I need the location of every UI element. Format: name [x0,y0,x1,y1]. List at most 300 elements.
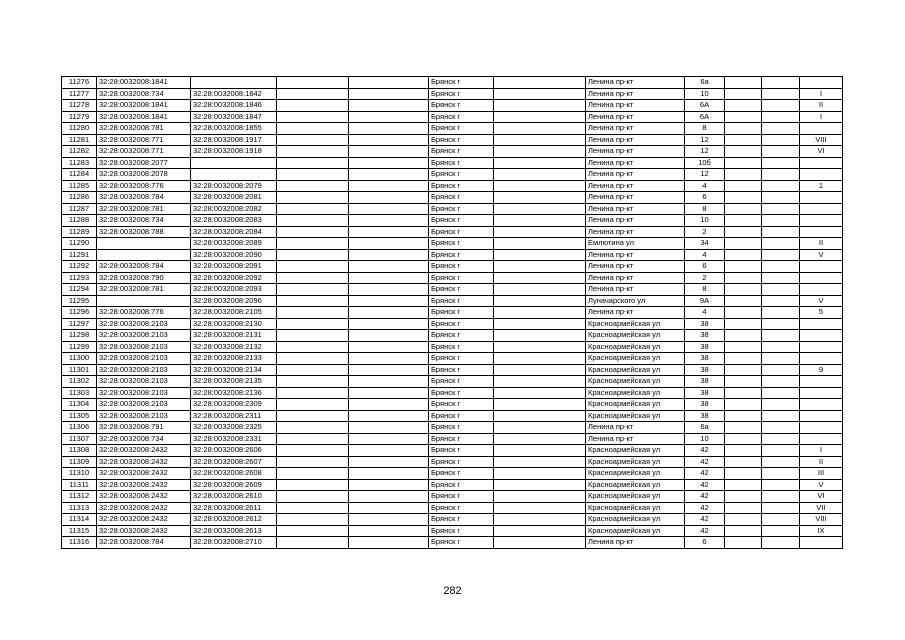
col-11-cell [762,330,800,342]
cadastral-number-cell: 32:28:0032008:784 [97,192,191,204]
object-cadastral-number-cell: 32:28:0032008:2093 [191,284,277,296]
street-cell: Красноармейская ул [586,387,685,399]
street-cell: Ленина пр-кт [586,146,685,158]
cadastral-number-cell: 32:28:0032008:2103 [97,364,191,376]
house-number-cell: 6а [685,422,725,434]
col-5-cell [349,295,429,307]
col-11-cell [762,226,800,238]
premises-number-cell: V [800,249,843,261]
street-cell: Красноармейская ул [586,514,685,526]
col-11-cell [762,215,800,227]
col-7-cell [494,284,586,296]
city-cell: Брянск г [429,215,494,227]
house-number-cell: 6А [685,111,725,123]
cadastral-number-cell: 32:28:0032008:2432 [97,525,191,537]
col-11-cell [762,479,800,491]
table-row [62,146,843,158]
col-5-cell [349,215,429,227]
col-11-cell [762,123,800,135]
table-row [62,537,843,549]
row-number-cell: 11298 [62,330,97,342]
col-10-cell [725,192,762,204]
object-cadastral-number-cell: 32:28:0032008:2311 [191,410,277,422]
premises-number-cell: VI [800,491,843,503]
col-7-cell [494,399,586,411]
city-cell: Брянск г [429,514,494,526]
col-5-cell [349,318,429,330]
col-5-cell [349,525,429,537]
premises-number-cell: II [800,100,843,112]
city-cell: Брянск г [429,341,494,353]
premises-number-cell: VII [800,502,843,514]
object-cadastral-number-cell: 32:28:0032008:2612 [191,514,277,526]
house-number-cell: 42 [685,456,725,468]
col-10-cell [725,491,762,503]
col-5-cell [349,284,429,296]
cadastral-number-cell: 32:28:0032008:781 [97,123,191,135]
col-11-cell [762,249,800,261]
premises-number-cell: II [800,238,843,250]
house-number-cell: 38 [685,364,725,376]
col-11-cell [762,238,800,250]
city-cell: Брянск г [429,192,494,204]
object-cadastral-number-cell: 32:28:0032008:2133 [191,353,277,365]
col-7-cell [494,226,586,238]
col-5-cell [349,537,429,549]
house-number-cell: 42 [685,468,725,480]
col-7-cell [494,479,586,491]
object-cadastral-number-cell: 32:28:0032008:2131 [191,330,277,342]
col-7-cell [494,157,586,169]
street-cell: Ленина пр-кт [586,249,685,261]
col-5-cell [349,146,429,158]
col-11-cell [762,376,800,388]
row-number-cell: 11306 [62,422,97,434]
city-cell: Брянск г [429,157,494,169]
premises-number-cell: I [800,445,843,457]
object-cadastral-number-cell: 32:28:0032008:1842 [191,88,277,100]
house-number-cell: 34 [685,238,725,250]
house-number-cell: 8 [685,284,725,296]
object-cadastral-number-cell: 32:28:0032008:2134 [191,364,277,376]
row-number-cell: 11302 [62,376,97,388]
street-cell: Ленина пр-кт [586,192,685,204]
object-cadastral-number-cell: 32:28:0032008:1855 [191,123,277,135]
col-11-cell [762,192,800,204]
table-row [62,169,843,181]
col-10-cell [725,537,762,549]
col-7-cell [494,422,586,434]
col-10-cell [725,502,762,514]
house-number-cell: 12 [685,146,725,158]
house-number-cell: 2 [685,272,725,284]
col-4-cell [277,77,349,89]
col-5-cell [349,307,429,319]
col-5-cell [349,502,429,514]
table-row [62,272,843,284]
col-4-cell [277,456,349,468]
city-cell: Брянск г [429,111,494,123]
col-4-cell [277,146,349,158]
row-number-cell: 11295 [62,295,97,307]
col-7-cell [494,456,586,468]
row-number-cell: 11288 [62,215,97,227]
street-cell: Ленина пр-кт [586,307,685,319]
object-cadastral-number-cell: 32:28:0032008:2611 [191,502,277,514]
row-number-cell: 11287 [62,203,97,215]
object-cadastral-number-cell: 32:28:0032008:2331 [191,433,277,445]
city-cell: Брянск г [429,238,494,250]
house-number-cell: 8 [685,123,725,135]
table-row [62,502,843,514]
row-number-cell: 11296 [62,307,97,319]
table-row [62,318,843,330]
cadastral-number-cell [97,295,191,307]
cadastral-number-cell: 32:28:0032008:771 [97,146,191,158]
table-row [62,410,843,422]
street-cell: Ленина пр-кт [586,226,685,238]
row-number-cell: 11290 [62,238,97,250]
object-cadastral-number-cell: 32:28:0032008:2130 [191,318,277,330]
col-10-cell [725,157,762,169]
object-cadastral-number-cell [191,169,277,181]
col-4-cell [277,295,349,307]
col-11-cell [762,157,800,169]
premises-number-cell: 9 [800,364,843,376]
col-10-cell [725,479,762,491]
city-cell: Брянск г [429,134,494,146]
col-10-cell [725,111,762,123]
city-cell: Брянск г [429,330,494,342]
col-10-cell [725,180,762,192]
house-number-cell: 38 [685,399,725,411]
table-row [62,387,843,399]
row-number-cell: 11284 [62,169,97,181]
col-10-cell [725,284,762,296]
premises-number-cell [800,537,843,549]
registry-table-body [62,77,843,549]
city-cell: Брянск г [429,387,494,399]
city-cell: Брянск г [429,88,494,100]
row-number-cell: 11292 [62,261,97,273]
col-7-cell [494,123,586,135]
col-10-cell [725,353,762,365]
col-7-cell [494,111,586,123]
table-row [62,525,843,537]
table-row [62,157,843,169]
cadastral-number-cell: 32:28:0032008:2103 [97,387,191,399]
street-cell: Красноармейская ул [586,491,685,503]
table-row [62,88,843,100]
col-5-cell [349,180,429,192]
row-number-cell: 11291 [62,249,97,261]
premises-number-cell: VI [800,146,843,158]
col-10-cell [725,433,762,445]
col-11-cell [762,399,800,411]
cadastral-number-cell: 32:28:0032008:1841 [97,100,191,112]
col-5-cell [349,364,429,376]
row-number-cell: 11310 [62,468,97,480]
col-10-cell [725,410,762,422]
col-11-cell [762,180,800,192]
cadastral-number-cell: 32:28:0032008:790 [97,272,191,284]
premises-number-cell [800,410,843,422]
col-5-cell [349,111,429,123]
col-4-cell [277,491,349,503]
row-number-cell: 11316 [62,537,97,549]
object-cadastral-number-cell: 32:28:0032008:1917 [191,134,277,146]
city-cell: Брянск г [429,100,494,112]
city-cell: Брянск г [429,364,494,376]
street-cell: Ленина пр-кт [586,180,685,192]
object-cadastral-number-cell: 32:28:0032008:2096 [191,295,277,307]
cadastral-number-cell: 32:28:0032008:784 [97,261,191,273]
row-number-cell: 11294 [62,284,97,296]
premises-number-cell [800,215,843,227]
col-7-cell [494,433,586,445]
house-number-cell: 12 [685,134,725,146]
col-4-cell [277,514,349,526]
row-number-cell: 11282 [62,146,97,158]
col-5-cell [349,353,429,365]
col-10-cell [725,387,762,399]
cadastral-number-cell: 32:28:0032008:1841 [97,77,191,89]
premises-number-cell [800,123,843,135]
col-10-cell [725,514,762,526]
table-row [62,364,843,376]
premises-number-cell: I [800,88,843,100]
col-4-cell [277,284,349,296]
col-7-cell [494,238,586,250]
premises-number-cell [800,192,843,204]
table-row [62,399,843,411]
house-number-cell: 42 [685,525,725,537]
object-cadastral-number-cell: 32:28:0032008:2609 [191,479,277,491]
col-4-cell [277,192,349,204]
cadastral-number-cell: 32:28:0032008:2432 [97,514,191,526]
table-row [62,203,843,215]
city-cell: Брянск г [429,502,494,514]
street-cell: Красноармейская ул [586,399,685,411]
city-cell: Брянск г [429,180,494,192]
row-number-cell: 11283 [62,157,97,169]
col-7-cell [494,525,586,537]
object-cadastral-number-cell: 32:28:0032008:1847 [191,111,277,123]
col-7-cell [494,169,586,181]
city-cell: Брянск г [429,77,494,89]
col-7-cell [494,134,586,146]
col-11-cell [762,88,800,100]
city-cell: Брянск г [429,422,494,434]
col-7-cell [494,410,586,422]
col-5-cell [349,491,429,503]
object-cadastral-number-cell: 32:28:0032008:2084 [191,226,277,238]
col-5-cell [349,226,429,238]
col-7-cell [494,272,586,284]
cadastral-number-cell: 32:28:0032008:2432 [97,502,191,514]
col-4-cell [277,468,349,480]
premises-number-cell [800,261,843,273]
row-number-cell: 11299 [62,341,97,353]
col-4-cell [277,261,349,273]
house-number-cell: 6а [685,77,725,89]
house-number-cell: 6А [685,100,725,112]
street-cell: Красноармейская ул [586,318,685,330]
col-7-cell [494,318,586,330]
object-cadastral-number-cell: 32:28:0032008:2132 [191,341,277,353]
col-7-cell [494,295,586,307]
col-7-cell [494,514,586,526]
row-number-cell: 11307 [62,433,97,445]
col-5-cell [349,341,429,353]
cadastral-number-cell: 32:28:0032008:2078 [97,169,191,181]
house-number-cell: 10 [685,433,725,445]
city-cell: Брянск г [429,353,494,365]
col-10-cell [725,272,762,284]
city-cell: Брянск г [429,479,494,491]
col-10-cell [725,330,762,342]
street-cell: Ленина пр-кт [586,272,685,284]
cadastral-number-cell: 32:28:0032008:734 [97,215,191,227]
premises-number-cell [800,341,843,353]
street-cell: Красноармейская ул [586,410,685,422]
col-10-cell [725,307,762,319]
premises-number-cell [800,422,843,434]
object-cadastral-number-cell: 32:28:0032008:2325 [191,422,277,434]
table-row [62,226,843,238]
city-cell: Брянск г [429,169,494,181]
col-4-cell [277,318,349,330]
street-cell: Красноармейская ул [586,330,685,342]
row-number-cell: 11277 [62,88,97,100]
cadastral-number-cell: 32:28:0032008:2432 [97,479,191,491]
street-cell: Ленина пр-кт [586,284,685,296]
premises-number-cell [800,169,843,181]
col-5-cell [349,376,429,388]
object-cadastral-number-cell: 32:28:0032008:1846 [191,100,277,112]
col-10-cell [725,364,762,376]
table-row [62,307,843,319]
cadastral-number-cell: 32:28:0032008:771 [97,134,191,146]
col-11-cell [762,537,800,549]
row-number-cell: 11309 [62,456,97,468]
col-11-cell [762,445,800,457]
col-5-cell [349,479,429,491]
col-10-cell [725,422,762,434]
table-row [62,100,843,112]
col-5-cell [349,192,429,204]
col-4-cell [277,330,349,342]
col-11-cell [762,433,800,445]
table-row [62,284,843,296]
city-cell: Брянск г [429,376,494,388]
row-number-cell: 11313 [62,502,97,514]
row-number-cell: 11279 [62,111,97,123]
row-number-cell: 11311 [62,479,97,491]
house-number-cell: 4 [685,180,725,192]
object-cadastral-number-cell: 32:28:0032008:1918 [191,146,277,158]
premises-number-cell [800,353,843,365]
table-row [62,249,843,261]
cadastral-number-cell: 32:28:0032008:734 [97,433,191,445]
street-cell: Красноармейская ул [586,468,685,480]
col-4-cell [277,203,349,215]
street-cell: Красноармейская ул [586,502,685,514]
premises-number-cell [800,399,843,411]
street-cell: Луначарского ул [586,295,685,307]
col-5-cell [349,169,429,181]
cadastral-number-cell: 32:28:0032008:2432 [97,491,191,503]
cadastral-number-cell: 32:28:0032008:2103 [97,330,191,342]
row-number-cell: 11304 [62,399,97,411]
col-4-cell [277,376,349,388]
col-5-cell [349,387,429,399]
col-4-cell [277,410,349,422]
street-cell: Ленина пр-кт [586,537,685,549]
street-cell: Ленина пр-кт [586,157,685,169]
premises-number-cell: I [800,111,843,123]
col-4-cell [277,445,349,457]
house-number-cell: 42 [685,502,725,514]
table-row [62,77,843,89]
premises-number-cell [800,226,843,238]
col-7-cell [494,468,586,480]
col-11-cell [762,387,800,399]
row-number-cell: 11300 [62,353,97,365]
col-11-cell [762,203,800,215]
cadastral-number-cell: 32:28:0032008:2103 [97,341,191,353]
house-number-cell: 38 [685,353,725,365]
cadastral-number-cell: 32:28:0032008:2432 [97,456,191,468]
city-cell: Брянск г [429,445,494,457]
col-5-cell [349,88,429,100]
col-10-cell [725,88,762,100]
col-4-cell [277,399,349,411]
col-7-cell [494,77,586,89]
table-row [62,134,843,146]
table-row [62,111,843,123]
city-cell: Брянск г [429,456,494,468]
cadastral-number-cell: 32:28:0032008:791 [97,422,191,434]
cadastral-number-cell: 32:28:0032008:2077 [97,157,191,169]
col-4-cell [277,387,349,399]
table-row [62,479,843,491]
street-cell: Красноармейская ул [586,456,685,468]
house-number-cell: 10б [685,157,725,169]
premises-number-cell [800,318,843,330]
col-5-cell [349,100,429,112]
row-number-cell: 11278 [62,100,97,112]
col-4-cell [277,433,349,445]
col-10-cell [725,123,762,135]
object-cadastral-number-cell: 32:28:0032008:2136 [191,387,277,399]
col-5-cell [349,399,429,411]
table-row [62,295,843,307]
col-4-cell [277,537,349,549]
col-10-cell [725,261,762,273]
object-cadastral-number-cell: 32:28:0032008:2105 [191,307,277,319]
city-cell: Брянск г [429,307,494,319]
premises-number-cell: VIII [800,134,843,146]
col-10-cell [725,399,762,411]
col-5-cell [349,514,429,526]
premises-number-cell: VIII [800,514,843,526]
premises-number-cell [800,77,843,89]
col-5-cell [349,422,429,434]
col-4-cell [277,180,349,192]
table-row [62,422,843,434]
col-7-cell [494,445,586,457]
